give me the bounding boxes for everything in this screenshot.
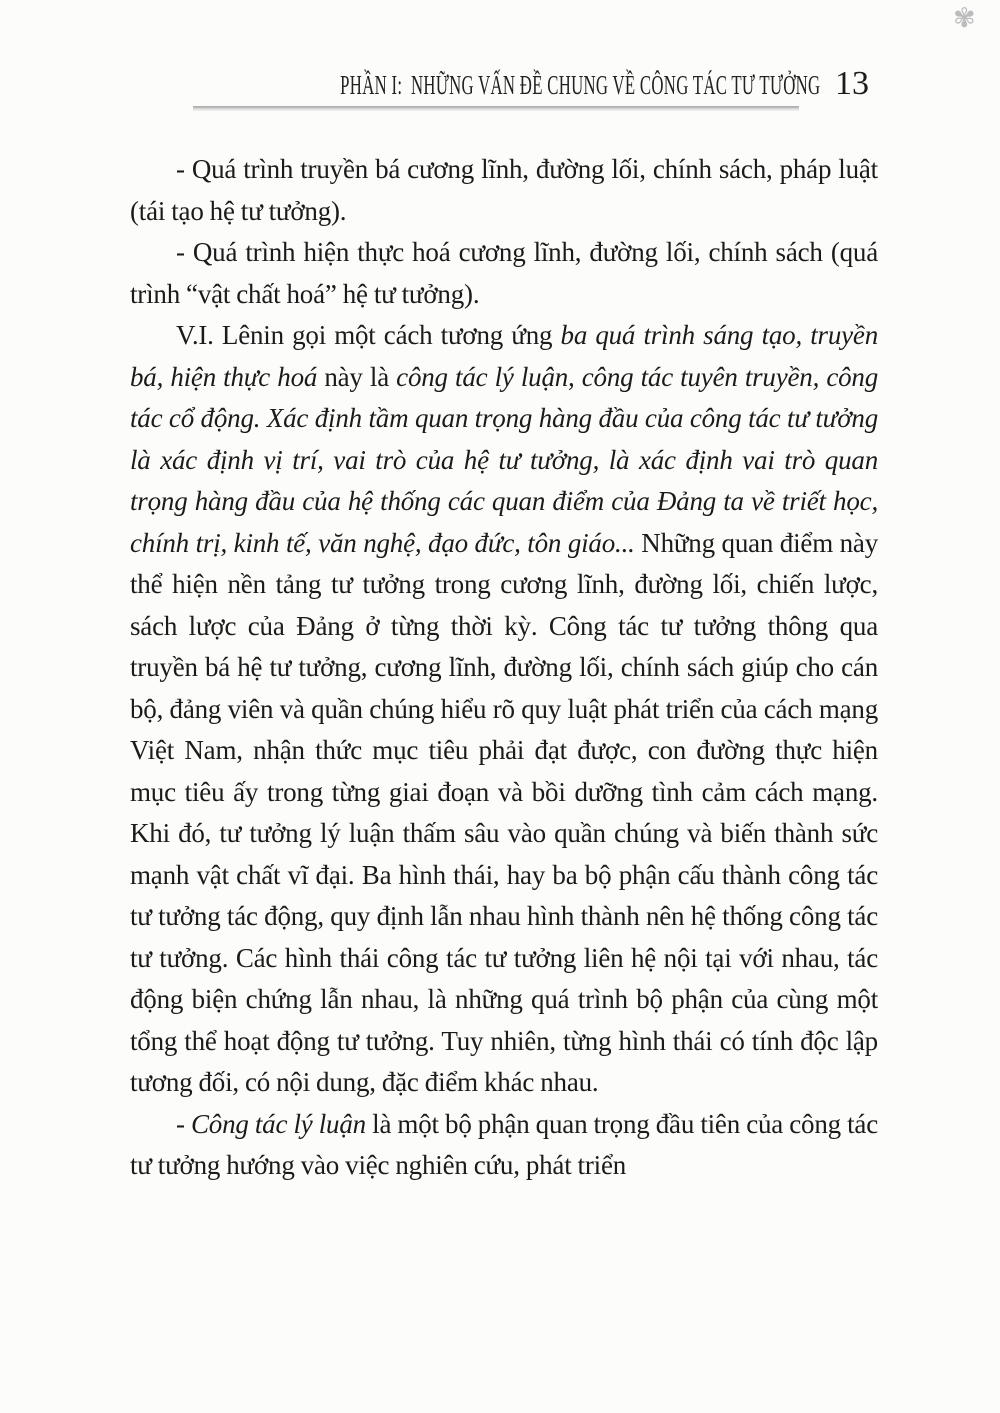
text-segment: - xyxy=(176,1108,191,1139)
paragraph xyxy=(130,149,878,232)
text-segment: này là xyxy=(317,361,397,392)
flower-ornament-icon: ✾ xyxy=(953,3,976,34)
running-header-title: PHẦN I: NHỮNG VẤN ĐỀ CHUNG VỀ CÔNG TÁC TƯ TƯỞNG xyxy=(340,70,821,100)
text-segment-italic: ba quá trình sáng tạo, truyền bá, hiện thực hoá xyxy=(130,320,878,392)
text-segment: - Quá trình hiện thực hoá cương lĩnh, đường lối, chính sách (quá trình “vật chất hoá” hệ tư tưởng). xyxy=(130,237,878,309)
paragraph xyxy=(130,1104,878,1187)
text-segment: - Quá trình truyền bá cương lĩnh, đường lối, chính sách, pháp luật (tái tạo hệ tư tưởng). xyxy=(130,154,878,226)
page-number: 13 xyxy=(835,65,869,102)
text-segment: là một bộ phận quan trọng đầu tiên của công tác tư tưởng hướng vào việc nghiên cứu, phát triển xyxy=(130,1108,879,1180)
text-segment: V.I. Lênin gọi một cách tương ứng xyxy=(176,320,561,350)
text-segment-italic: Công tác lý luận xyxy=(190,1108,366,1139)
page-body xyxy=(130,149,878,1187)
text-segment-italic: công tác lý luận, công tác tuyên truyền, công tác cổ động. Xác định tầm quan trọng hàng đầu của công tác tư tưởng là xác định vị trí, vai trò của hệ tư tưởng, là xác định vai trò quan trọng hàng đầu của hệ thống các quan điểm của Đảng ta về triết học, chính trị, kinh tế, văn nghệ, đạo đức, tôn giáo... xyxy=(130,361,879,558)
header-rule xyxy=(193,106,799,111)
paragraph xyxy=(130,232,878,315)
running-header xyxy=(193,70,821,100)
paragraph xyxy=(130,315,878,1104)
text-segment: Những quan điểm này thể hiện nền tảng tư tưởng trong cương lĩnh, đường lối, chiến lược, sách lược của Đảng ở từng thời kỳ. Công tác tư tưởng thông qua truyền bá hệ tư tưởng, cương lĩnh, đường lối, chính sách giúp cho cán bộ, đảng viên và quần chúng hiểu rõ quy luật phát triển của cách mạng Việt Nam, nhận thức mục tiêu phải đạt được, con đường thực hiện mục tiêu ấy trong từng giai đoạn và bồi dưỡng tình cảm cách mạng. Khi đó, tư tưởng lý luận thấm sâu vào quần chúng và biến thành sức mạnh vật chất vĩ đại. Ba hình thái, hay ba bộ phận cấu thành công tác tư tưởng tác động, quy định lẫn nhau hình thành nên hệ thống công tác tư tưởng. Các hình thái công tác tư tưởng liên hệ nội tại với nhau, tác động biện chứng lẫn nhau, là những quá trình bộ phận của cùng một tổng thể hoạt động tư tưởng. Tuy nhiên, từng hình thái có tính độc lập tương đối, có nội dung, đặc điểm khác nhau. xyxy=(130,527,878,1097)
